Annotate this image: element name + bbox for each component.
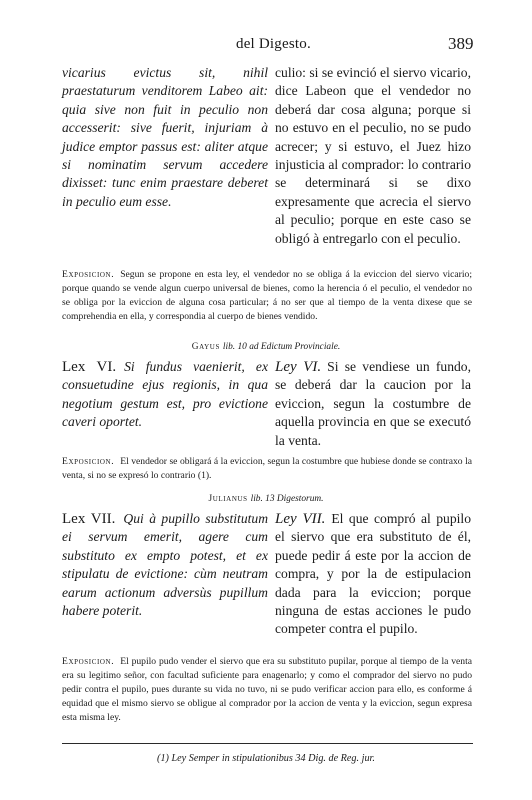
source-author: Gayus bbox=[191, 342, 220, 352]
source-author: Julianus bbox=[208, 494, 248, 504]
exposicion-block bbox=[62, 268, 472, 324]
exposicion-block bbox=[62, 655, 472, 725]
law-label: Lex VI. bbox=[62, 359, 117, 375]
spanish-law-block bbox=[275, 510, 471, 639]
source-heading bbox=[0, 342, 532, 352]
running-title: del Digesto. bbox=[236, 36, 311, 52]
exposicion-text: El pupilo pudo vender el siervo que era su substituto pupilar, porque al tiempo de la venta era su legitimo señor, con facultad suficiente para enagenarlo; y como el comprador del siervo no pudo pedir contra el pupilo, pues durante su vida no tuvo, ni se pudo verificar accion para ello, es conforme á equidad que el mismo siervo se obligue al comprador por la accion de venta y la eviccion, segun expresa esta misma ley. bbox=[62, 656, 472, 723]
law-label: Ley VI. bbox=[275, 359, 322, 375]
latin-paragraph: Si fundus vaenierit, ex consuetudine ejus regionis, in qua negotium gestum est, pro evictione caveri oportet. bbox=[62, 359, 268, 430]
spanish-text-continued bbox=[275, 64, 471, 248]
latin-law-block bbox=[62, 510, 268, 620]
exposicion-label: Exposicion. bbox=[62, 456, 115, 467]
latin-text-continued bbox=[62, 64, 268, 211]
exposicion-label: Exposicion. bbox=[62, 656, 115, 667]
exposicion-text: Segun se propone en esta ley, el vendedor no se obliga á la eviccion del siervo vicario; porque quando se vende algun cuerpo universal de bienes, como la herencia ó el peculio, el vendedor no se obliga por la eviccion de alguna cosa particular; á no ser que al tiempo de la venta dixese que se comprehendia en ella, y correspondia al cuerpo de bienes vendido. bbox=[62, 269, 472, 322]
latin-law-block bbox=[62, 358, 268, 432]
running-head bbox=[0, 36, 532, 58]
exposicion-label: Exposicion. bbox=[62, 269, 115, 280]
law-label: Lex VII. bbox=[62, 511, 116, 527]
source-reference: lib. 10 ad Edictum Provinciale. bbox=[222, 342, 341, 352]
spanish-paragraph: culio: si se evinció el siervo vicario, dice Labeon que el vendedor no deberá dar cosa alguna; porque si no estuvo en el peculio, no se pudo acrecer; y si estuvo, el Juez hizo injusticia al comprador: lo contrario se determinará si se dixo expresamente que acrecia el siervo al peculio; porque en este caso se obligó à entregarlo con el peculio. bbox=[275, 65, 471, 246]
page-number: 389 bbox=[448, 34, 474, 53]
latin-paragraph: Qui à pupillo substitutum ei servum emerit, agere cum substituto ex empto potest, et ex stipulatu de evictione: cùm neutram earum actionum adversùs pupillum habere poterit. bbox=[62, 511, 269, 619]
footnote: (1) Ley Semper in stipulationibus 34 Dig. de Reg. jur. bbox=[157, 753, 375, 764]
source-heading bbox=[0, 494, 532, 504]
exposicion-block bbox=[62, 455, 472, 483]
latin-paragraph: vicarius evictus sit, nihil praestaturum venditorem Labeo ait: quia sive non fuit in peculio non accesserit: sive fuerit, injuriam à judice emptor passus est: aliter atque si nominatim servum accedere dixisset: tunc enim praestare deberet in peculio eum esse. bbox=[62, 65, 268, 209]
exposicion-text: El vendedor se obligará á la eviccion, segun la costumbre que hubiese donde se contraxo la venta, si no se expresó lo contrario (1). bbox=[62, 456, 472, 481]
source-reference: lib. 13 Digestorum. bbox=[250, 494, 324, 504]
spanish-paragraph: Si se vendiese un fundo, se deberá dar la caucion por la eviccion, segun la costumbre de aquella provincia en que se executó la venta. bbox=[275, 359, 471, 448]
footnote-divider bbox=[62, 743, 473, 744]
spanish-law-block bbox=[275, 358, 471, 450]
spanish-paragraph: El que compró al pupilo el siervo que era substituto de él, puede pedir á este por la accion de compra, y por la de estipulacion dada para la eviccion; porque ninguna de estas acciones le pudo competer contra el pupilo. bbox=[275, 511, 471, 637]
law-label: Ley VII. bbox=[275, 511, 326, 527]
